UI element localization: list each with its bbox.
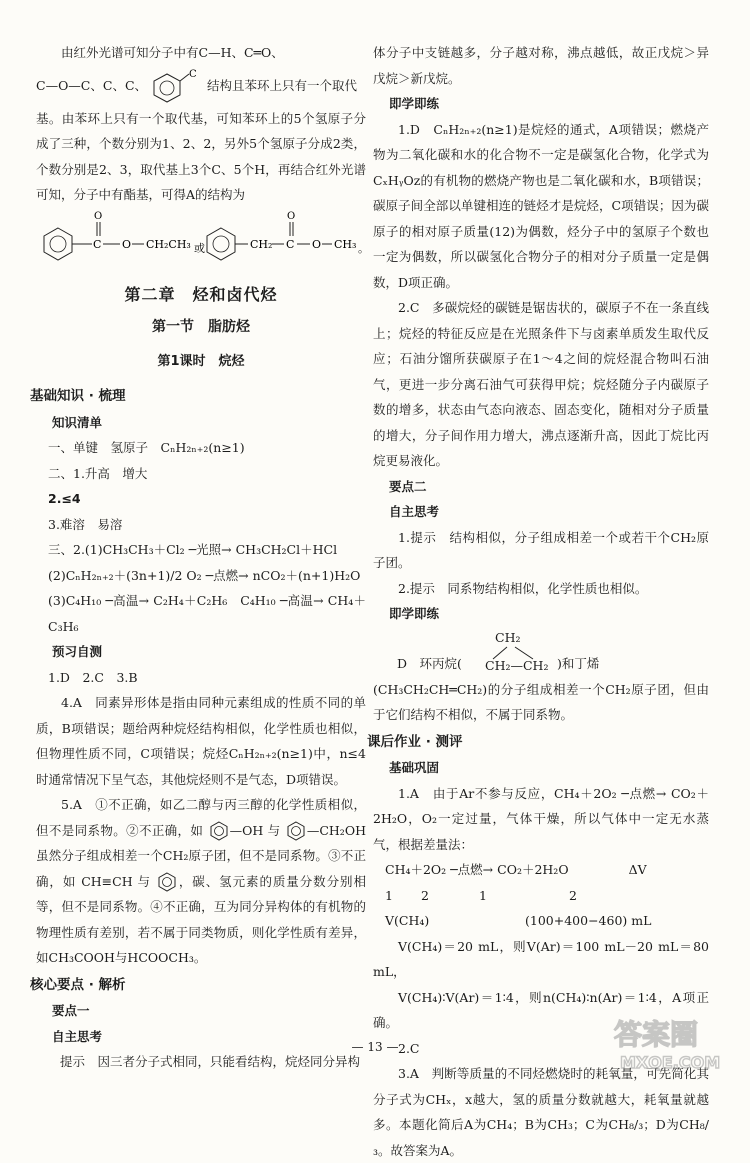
intro-line-1: 由红外光谱可知分子中有C—H、C═O、 — [61, 45, 284, 60]
knowledge-line-7: (3)C₄H₁₀ ─高温→ C₂H₄＋C₂H₆ C₄H₁₀ ─高温→ CH₄＋C₃H₆ — [48, 593, 366, 634]
knowledge-line-6: (2)CₙH₂ₙ₊₂＋(3n+1)/2 O₂ ─点燃→ nCO₂＋(n+1)H₂O — [48, 567, 361, 583]
practice-answer-2: 2.C 多碳烷烃的碳链是锯齿状的，碳原子不在一条直线上；烷烃的特征反应是在光照条件下与卤素单质发生取代反应；石油分馏所获碳原子在1～4之间的烷烃混合物叫石油气，更进一步分离石油气可获得甲烷；烷烃随分子内碳原子数的增多，状态由气态向液态、固态变化，随相对分子质量的增大，分子间作用力增大，沸点逐渐升高，因此丁烷比丙烷更易液化。 — [373, 300, 709, 468]
think-hint-1: 提示 因三者分子式相同，只能看结构，烷烃同分异构 — [60, 1054, 361, 1069]
svg-text:C: C — [286, 237, 295, 251]
practice-answer-1: 1.D CₙH₂ₙ₊₂(n≥1)是烷烃的通式，A项错误；燃烧产物为二氧化碳和水的化合物不一定是碳氢化合物，化学式为CₓHᵧOz的有机物的燃烧产物也是二氧化碳和水，B项错误；碳原子间全部以单键相连的链烃才是烷烃，C项错误；因为碳原子的相对原子质量(12)为偶数，烃分子中的氢原子个数也一定为偶数，所以碳氢化合物分子的相对分子质量一定是偶数，D项正确。 — [373, 121, 709, 290]
difference-equation: CH₄＋2O₂ ─点燃→ CO₂＋2H₂O ΔV — [385, 862, 647, 877]
intro-line-2b: 结构且苯环上只有一个取代 — [207, 77, 358, 93]
svg-text:答案圈: 答案圈 — [614, 1018, 699, 1051]
difference-coefficients: 1 2 1 2 — [385, 887, 577, 903]
preview-answer-4: 4.A 同素异形体是指由同种元素组成的性质不同的单质，B项错误；题给两种烷烃结构相似，化学性质也相似，但物理性质不同，C项错误；烷烃CₙH₂ₙ₊₂(n≥1)中，n≤4时通常情况下呈气态，其他烷烃则不是气态，D项错误。 — [36, 695, 366, 787]
knowledge-line-1: 一、单键 氢原子 CₙH₂ₙ₊₂(n≥1) — [48, 440, 245, 455]
benzene-substituent-icon — [147, 66, 207, 106]
preview-answer-5: 5.A ①不正确，如乙二醇与丙三醇的化学性质相似，但不是同系物。②不正确，如 —OH 与 —CH₂OH 虽然分子组成相差一个CH₂原子团，但不是同系物。③不正确，如 CH≡CH 与 ，碳、氢元素的质量分数分别相等，但不是同系物。④不正确，互为同分异构体的有机物的物理性质有差别，若不属于同类物质，则化学性质有差异，如CH₃COOH与HCOOCH₃。 — [36, 797, 366, 965]
page-number: — 13 — — [351, 1040, 399, 1054]
right-column — [367, 40, 709, 1163]
cyclopropane-explanation: (CH₃CH₂CH═CH₂)的分子组成相差一个CH₂原子团，但由于它们结构不相似，不属于同系物。 — [373, 681, 709, 722]
heading-self-think-2: 自主思考 — [389, 504, 440, 519]
knowledge-line-3: 2.≤4 — [48, 491, 81, 506]
heading-point-2: 要点二 — [389, 478, 427, 494]
heading-point-1: 要点一 — [52, 1003, 90, 1018]
consolidation-answer-1: 1.A 由于Ar不参与反应，CH₄＋2O₂ ─点燃→ CO₂＋2H₂O，O₂一定过量，气体干燥，所以气体中一定无水蒸气，根据差量法： — [373, 785, 709, 852]
intro-line-2 — [36, 66, 366, 106]
svg-text:CH₂CH₃: CH₂CH₃ — [146, 237, 191, 251]
svg-text:CH₃: CH₃ — [334, 237, 357, 251]
consolidation-answer-3: 3.A 判断等质量的不同烃燃烧时的耗氧量，可先简化其分子式为CHₓ，x越大，氢的质量分数就越大，耗氧量就越多。本题化简后A为CH₄；B为CH₃；C为CH₈/₃；D为CH₈/₃。故答案为A。 — [373, 1066, 709, 1158]
svg-text:O: O — [312, 237, 322, 251]
heading-self-think: 自主思考 — [52, 1028, 103, 1044]
intro-line-2a: C—O—C、C、C、 — [36, 77, 148, 93]
heading-core-points: 核心要点 · 解析 — [30, 976, 126, 993]
knowledge-line-5: 三、2.(1)CH₃CH₃＋Cl₂ ─光照→ CH₃CH₂Cl＋HCl — [48, 542, 338, 557]
svg-text:O: O — [287, 210, 296, 222]
heading-consolidation: 基础巩固 — [389, 760, 440, 775]
svg-text:或: 或 — [194, 241, 205, 255]
heading-practice-2: 即学即练 — [389, 606, 440, 621]
benzyl-ring-icon — [285, 821, 307, 841]
cyclopropane-answer: CH₂ D 环丙烷( CH₂—CH₂ )和丁烯 — [397, 629, 600, 673]
phenol-ring-icon — [208, 821, 230, 841]
svg-text:。: 。 — [358, 241, 369, 255]
lesson-title: 第1课时 烷烃 — [157, 353, 245, 369]
watermark-logo — [610, 1012, 740, 1074]
section-title: 第一节 脂肪烃 — [152, 319, 250, 335]
heading-preview-test: 预习自测 — [52, 644, 103, 659]
svg-text:C: C — [189, 68, 197, 80]
think-hint-1-cont: 体分子中支链越多，分子越对称，沸点越低，故正戊烷＞异戊烷＞新戊烷。 — [373, 45, 709, 86]
intro-line-3: 基。由苯环上只有一个取代基，可知苯环上的5个氢原子分成了三种，个数分别为1、2、2，另外5个氢原子分成2类，个数分别是2、3，取代基上3个C、5个H，再结合红外光谱可知，分子中有酯基，可得A的结构为 — [36, 110, 366, 202]
chapter-title: 第二章 烃和卤代烃 — [124, 284, 278, 304]
consolidation-answer-1b: V(CH₄)＝20 mL，则V(Ar)＝100 mL－20 mL＝80 mL， — [373, 938, 709, 979]
svg-text:CH₂: CH₂ — [250, 237, 273, 251]
knowledge-line-4: 3.难溶 易溶 — [48, 516, 123, 532]
svg-text:O: O — [122, 237, 132, 251]
ester-structures — [36, 208, 369, 264]
heading-basic-knowledge: 基础知识 · 梳理 — [30, 388, 126, 404]
svg-text:MXQE.COM: MXQE.COM — [620, 1053, 721, 1072]
left-column — [30, 40, 369, 1075]
difference-values: V(CH₄) (100+400−460) mL — [385, 913, 652, 928]
think2-hint-1: 1.提示 结构相似，分子组成相差一个或若干个CH₂原子团。 — [373, 529, 709, 570]
svg-text:C: C — [93, 237, 102, 251]
preview-answers-1-3: 1.D 2.C 3.B — [48, 669, 138, 685]
think2-hint-2: 2.提示 同系物结构相似，化学性质也相似。 — [398, 580, 648, 596]
benzene-ring-icon — [156, 872, 178, 892]
heading-practice: 即学即练 — [389, 96, 440, 111]
knowledge-line-2: 二、1.升高 增大 — [48, 465, 148, 481]
heading-knowledge-list: 知识清单 — [52, 414, 103, 430]
consolidation-answer-1c: V(CH₄)∶V(Ar)＝1∶4，则n(CH₄)∶n(Ar)＝1∶4，A项正确。 — [373, 989, 709, 1030]
consolidation-answer-2: 2.C — [398, 1040, 420, 1056]
heading-after-class: 课后作业 · 测评 — [367, 733, 463, 750]
svg-text:O: O — [94, 210, 103, 222]
